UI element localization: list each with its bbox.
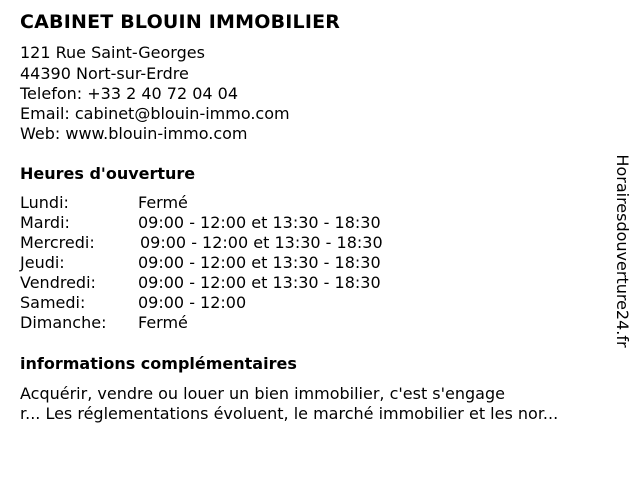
- info-text-line-1: Acquérir, vendre ou louer un bien immobilier, c'est s'engage: [20, 384, 505, 403]
- hours-time: Fermé: [138, 313, 188, 332]
- hours-time: 09:00 - 12:00: [138, 293, 247, 312]
- info-heading: informations complémentaires: [20, 354, 297, 373]
- hours-heading: Heures d'ouverture: [20, 164, 196, 183]
- hours-day: Mardi:: [20, 213, 70, 232]
- hours-day: Samedi:: [20, 293, 86, 312]
- hours-time: 09:00 - 12:00 et 13:30 - 18:30: [138, 253, 381, 272]
- address-city: 44390 Nort-sur-Erdre: [20, 64, 189, 83]
- web-line: Web: www.blouin-immo.com: [20, 124, 248, 143]
- hours-time: 09:00 - 12:00 et 13:30 - 18:30: [140, 233, 383, 252]
- address-street: 121 Rue Saint-Georges: [20, 43, 205, 62]
- hours-day: Jeudi:: [20, 253, 65, 272]
- email-line: Email: cabinet@blouin-immo.com: [20, 104, 290, 123]
- hours-time: 09:00 - 12:00 et 13:30 - 18:30: [138, 213, 381, 232]
- hours-time: 09:00 - 12:00 et 13:30 - 18:30: [138, 273, 381, 292]
- hours-day: Dimanche:: [20, 313, 107, 332]
- phone-line: Telefon: +33 2 40 72 04 04: [20, 84, 239, 103]
- hours-day: Lundi:: [20, 193, 69, 212]
- hours-day: Vendredi:: [20, 273, 96, 292]
- business-name: CABINET BLOUIN IMMOBILIER: [20, 11, 341, 33]
- hours-time: Fermé: [138, 193, 188, 212]
- hours-day: Mercredi:: [20, 233, 95, 252]
- info-text-line-2: r... Les réglementations évoluent, le marché immobilier et les nor...: [20, 404, 559, 423]
- watermark-text: Horairesdouverture24.fr: [613, 154, 632, 348]
